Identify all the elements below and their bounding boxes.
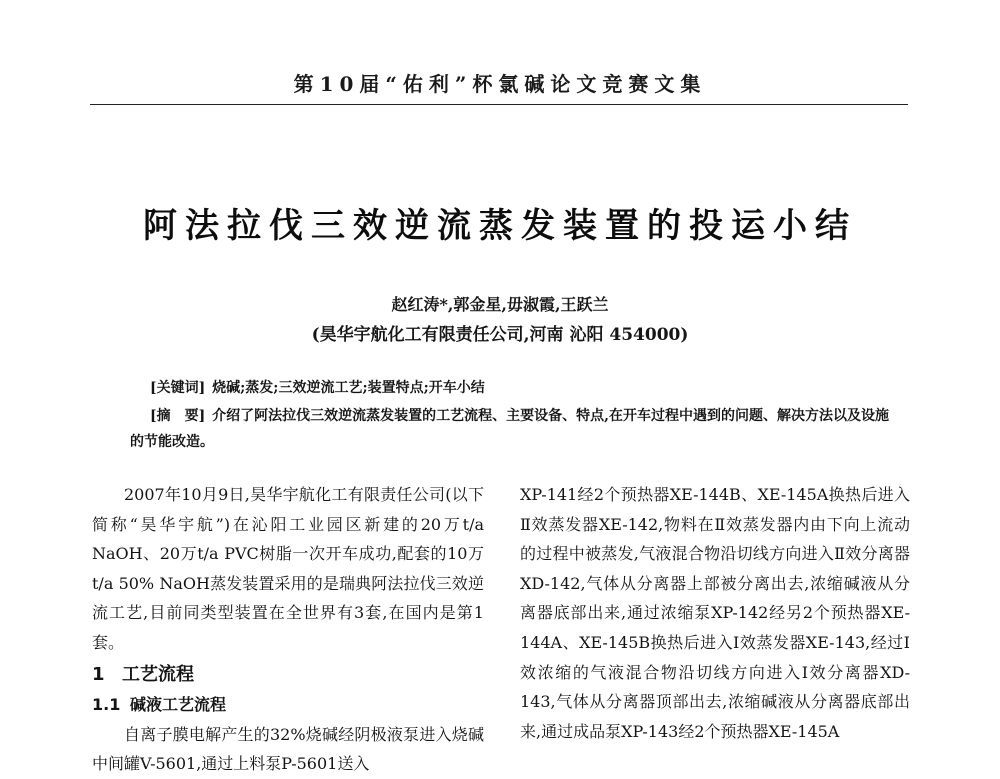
section-1-1-paragraph: 自离子膜电解产生的32%烧碱经阴极液泵进入烧碱中间罐V-5601,通过上料泵P-5601送入 bbox=[92, 724, 484, 774]
abstract-text: 介绍了阿法拉伐三效逆流蒸发装置的工艺流程、主要设备、特点,在开车过程中遇到的问题、解决方法以及设施的节能改造。 bbox=[130, 408, 889, 450]
authors: 赵红涛*,郭金星,毋淑霞,王跃兰 bbox=[391, 295, 609, 314]
section-1-number: 1 bbox=[92, 663, 105, 685]
section-1-1-title: 碱液工艺流程 bbox=[130, 694, 227, 714]
affiliation: (昊华宇航化工有限责任公司,河南 沁阳 454000) bbox=[311, 325, 689, 345]
running-header: 第10届“佑利”杯氯碱论文竞赛文集 bbox=[293, 72, 707, 96]
section-1-1-number: 1.1 bbox=[92, 694, 121, 714]
section-1-1-heading bbox=[92, 690, 484, 720]
right-column bbox=[520, 480, 910, 746]
header-rule bbox=[90, 104, 908, 105]
keywords-block bbox=[150, 377, 890, 399]
section-1-heading bbox=[92, 660, 484, 690]
keywords-label: [关键词] bbox=[150, 380, 206, 396]
paper-title: 阿法拉伐三效逆流蒸发装置的投运小结 bbox=[143, 206, 857, 246]
section-1-title: 工艺流程 bbox=[122, 663, 194, 685]
abstract-block bbox=[130, 403, 890, 455]
right-column-paragraph: XP-141经2个预热器XE-144B、XE-145A换热后进入Ⅱ效蒸发器XE-142,物料在Ⅱ效蒸发器内由下向上流动的过程中被蒸发,气液混合物沿切线方向进入Ⅱ效分离器XD-142,气体从分离器上部被分离出去,浓缩碱液从分离器底部出来,通过浓缩泵XP-142经另2个预热器XE-144A、XE-145B换热后进入Ⅰ效蒸发器XE-143,经过Ⅰ效浓缩的气液混合物沿切线方向进入Ⅰ效分离器XD-143,气体从分离器顶部出去,浓缩碱液从分离器底部出来,通过成品泵XP-143经2个预热器XE-145A bbox=[520, 485, 910, 741]
keywords-text: 烧碱;蒸发;三效逆流工艺;装置特点;开车小结 bbox=[212, 380, 485, 396]
left-column bbox=[92, 480, 484, 779]
intro-paragraph: 2007年10月9日,昊华宇航化工有限责任公司(以下简称“昊华宇航”)在沁阳工业园区新建的20万t/a NaOH、20万t/a PVC树脂一次开车成功,配套的10万t/a 50% NaOH蒸发装置采用的是瑞典阿法拉伐三效逆流工艺,目前同类型装置在全世界有3套,在国内是第1套。 bbox=[92, 485, 484, 652]
abstract-label: [摘 要] bbox=[150, 408, 206, 424]
